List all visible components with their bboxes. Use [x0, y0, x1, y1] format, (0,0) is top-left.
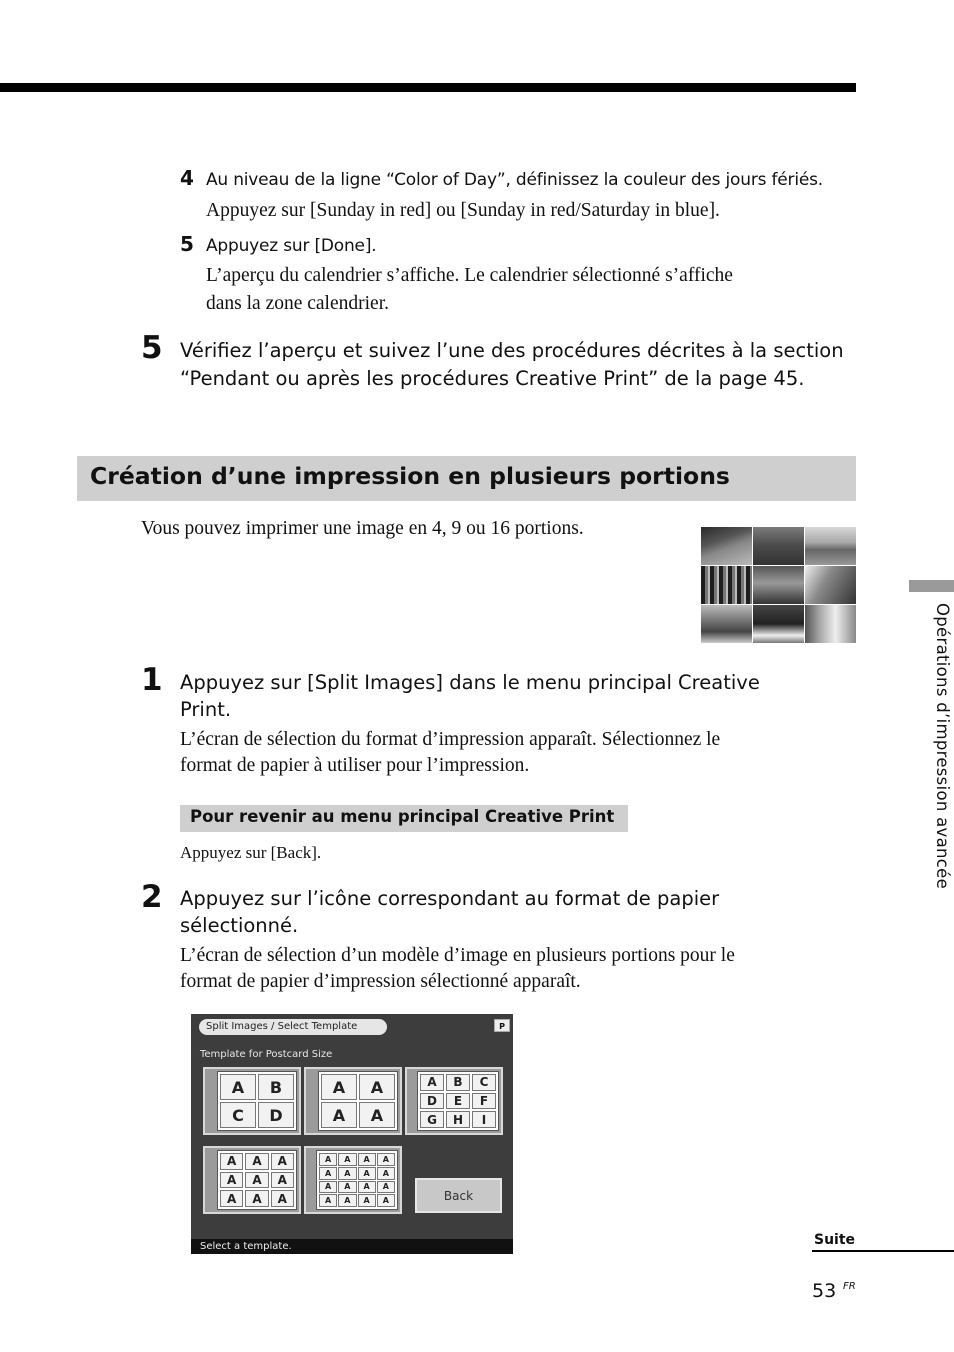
step-text: “Pendant ou après les procédures Creative Print” de la page 45.	[180, 367, 805, 390]
template-cell: A	[220, 1190, 243, 1207]
template-cell: A	[358, 1194, 376, 1207]
step-number: 2	[141, 879, 163, 915]
template-cell: A	[338, 1181, 356, 1194]
template-cell: C	[220, 1102, 256, 1128]
template-cell: A	[245, 1153, 268, 1170]
template-cell: D	[258, 1102, 294, 1128]
template-cell: A	[220, 1172, 243, 1189]
section-title: Création d’une impression en plusieurs portions	[90, 462, 730, 490]
substep-detail: Appuyez sur [Sunday in red] ou [Sunday in red/Saturday in blue].	[206, 200, 720, 221]
template-cell: A	[319, 1167, 337, 1180]
substep-text: Appuyez sur [Done].	[206, 236, 377, 256]
template-9-abc-button[interactable]	[405, 1067, 503, 1135]
photo-tile	[701, 566, 752, 604]
template-cell: A	[377, 1153, 395, 1166]
section-intro: Vous pouvez imprimer une image en 4, 9 ou 16 portions.	[141, 518, 584, 539]
photo-tile	[805, 566, 856, 604]
template-cell: A	[220, 1074, 256, 1100]
template-cell: I	[472, 1111, 496, 1128]
template-cell: A	[319, 1153, 337, 1166]
paper-indicator: P	[494, 1019, 510, 1032]
substep-detail: L’aperçu du calendrier s’affiche. Le calendrier sélectionné s’affiche	[206, 265, 733, 286]
photo-tile	[805, 527, 856, 565]
chapter-title-vertical: Opérations d’impression avancée	[933, 603, 952, 890]
template-cell: A	[338, 1167, 356, 1180]
template-9-same-button[interactable]	[203, 1146, 301, 1214]
substep-number: 5	[180, 232, 194, 256]
template-cell: A	[271, 1153, 294, 1170]
template-cell: A	[420, 1074, 444, 1091]
template-cell: A	[271, 1172, 294, 1189]
tip-title: Pour revenir au menu principal Creative Print	[190, 807, 615, 826]
template-4-abcd-button[interactable]	[203, 1067, 301, 1135]
template-cell: A	[338, 1153, 356, 1166]
template-cell: C	[472, 1074, 496, 1091]
split-photo-example	[701, 527, 856, 643]
step-detail: L’écran de sélection d’un modèle d’image en plusieurs portions pour le	[180, 945, 735, 966]
step-detail: L’écran de sélection du format d’impression apparaît. Sélectionnez le	[180, 729, 721, 750]
status-bar: Select a template.	[191, 1239, 513, 1254]
template-cell: A	[245, 1172, 268, 1189]
step-detail: format de papier d’impression sélectionné apparaît.	[180, 971, 581, 992]
continued-label: Suite	[814, 1232, 856, 1248]
template-cell: A	[358, 1181, 376, 1194]
step-number: 1	[141, 662, 163, 698]
back-button[interactable]: Back	[415, 1178, 502, 1213]
photo-tile	[701, 527, 752, 565]
template-cell: A	[359, 1074, 395, 1100]
substep-number: 4	[180, 166, 194, 190]
continued-rule	[812, 1250, 954, 1252]
screen-title: Split Images / Select Template	[199, 1019, 387, 1035]
template-cell: F	[472, 1093, 496, 1110]
template-cell: A	[321, 1074, 357, 1100]
photo-tile	[701, 605, 752, 643]
photo-tile	[805, 605, 856, 643]
template-cell: B	[446, 1074, 470, 1091]
photo-tile	[753, 566, 804, 604]
tip-text: Appuyez sur [Back].	[180, 843, 322, 862]
template-cell: A	[377, 1194, 395, 1207]
photo-tile	[753, 605, 804, 643]
template-cell: A	[358, 1153, 376, 1166]
template-cell: A	[271, 1190, 294, 1207]
template-cell: A	[359, 1102, 395, 1128]
template-cell: A	[358, 1167, 376, 1180]
template-cell: A	[321, 1102, 357, 1128]
template-cell: D	[420, 1093, 444, 1110]
template-cell: G	[420, 1111, 444, 1128]
step-text: Vérifiez l’aperçu et suivez l’une des procédures décrites à la section	[180, 339, 844, 362]
template-cell: H	[446, 1111, 470, 1128]
step-text: Appuyez sur l’icône correspondant au format de papier	[180, 887, 720, 910]
step-text: Print.	[180, 698, 232, 721]
step-detail: format de papier à utiliser pour l’impression.	[180, 755, 530, 776]
substep-detail: dans la zone calendrier.	[206, 293, 389, 314]
template-cell: A	[338, 1194, 356, 1207]
step-number: 5	[141, 330, 163, 366]
photo-tile	[753, 527, 804, 565]
template-cell: A	[319, 1194, 337, 1207]
template-size-label: Template for Postcard Size	[200, 1049, 333, 1060]
template-cell: A	[319, 1181, 337, 1194]
template-16-same-button[interactable]	[304, 1146, 402, 1214]
template-4-same-button[interactable]	[304, 1067, 402, 1135]
step-text: sélectionné.	[180, 914, 299, 937]
top-rule	[0, 83, 856, 92]
page-language: FR	[843, 1281, 856, 1292]
chapter-tab	[909, 580, 954, 592]
template-cell: B	[258, 1074, 294, 1100]
template-cell: A	[220, 1153, 243, 1170]
template-cell: A	[245, 1190, 268, 1207]
page-number: 53	[812, 1280, 837, 1302]
template-cell: A	[377, 1167, 395, 1180]
substep-text: Au niveau de la ligne “Color of Day”, définissez la couleur des jours fériés.	[206, 170, 823, 190]
template-cell: E	[446, 1093, 470, 1110]
template-cell: A	[377, 1181, 395, 1194]
step-text: Appuyez sur [Split Images] dans le menu principal Creative	[180, 671, 760, 694]
